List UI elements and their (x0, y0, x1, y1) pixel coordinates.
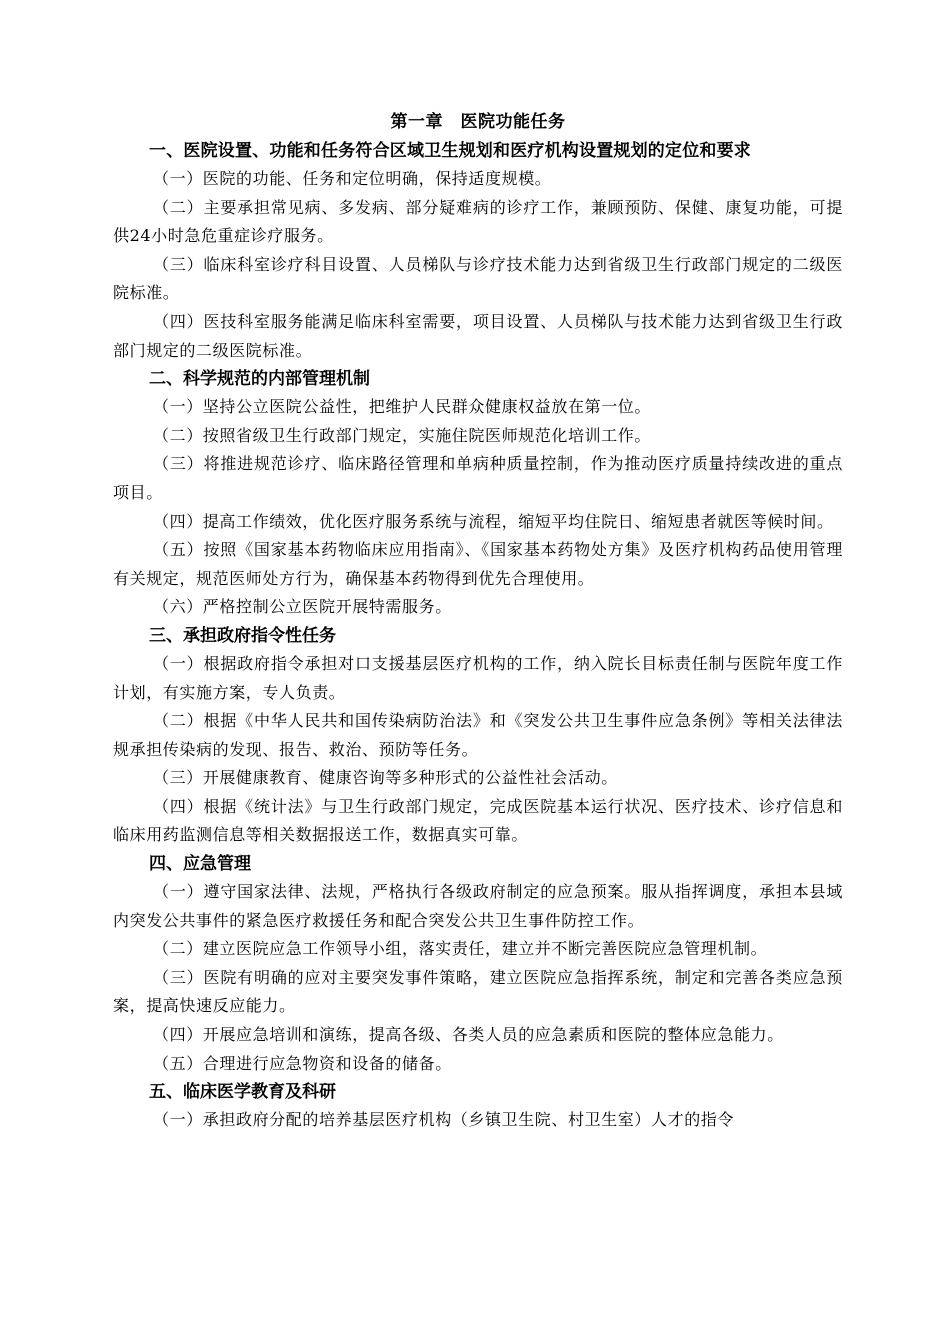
paragraph-3-1: （一）根据政府指令承担对口支援基层医疗机构的工作，纳入院长目标责任制与医院年度工作计划，有实施方案，专人负责。 (113, 653, 843, 702)
paragraph-4-2: （二）建立医院应急工作领导小组，落实责任，建立并不断完善医院应急管理机制。 (153, 939, 768, 959)
document-body (113, 108, 843, 1135)
paragraph-1-3: （三）临床科室诊疗科目设置、人员梯队与诊疗技术能力达到省级卫生行政部门规定的二级医院标准。 (113, 254, 843, 303)
paragraph-4-1: （一）遵守国家法律、法规，严格执行各级政府制定的应急预案。服从指挥调度，承担本县域内突发公共事件的紧急医疗救援任务和配合突发公共卫生事件防控工作。 (113, 882, 843, 930)
paragraph-3-4: （四）根据《统计法》与卫生行政部门规定，完成医院基本运行状况、医疗技术、诊疗信息和临床用药监测信息等相关数据报送工作，数据真实可靠。 (113, 796, 843, 845)
section-title-1: 一、医院设置、功能和任务符合区域卫生规划和医疗机构设置规划的定位和要求 (149, 141, 751, 161)
paragraph-3-2: （二）根据《中华人民共和国传染病防治法》和《突发公共卫生事件应急条例》等相关法律法规承担传染病的发现、报告、救治、预防等任务。 (113, 711, 843, 759)
section-title-3: 三、承担政府指令性任务 (149, 625, 336, 646)
paragraph-3-3: （三）开展健康教育、健康咨询等多种形式的公益性社会活动。 (153, 768, 618, 788)
paragraph-2-6: （六）严格控制公立医院开展特需服务。 (153, 597, 452, 617)
chapter-title: 第一章 医院功能任务 (390, 112, 566, 132)
paragraph-2-5: （五）按照《国家基本药物临床应用指南》、《国家基本药物处方集》及医疗机构药品使用管理有关规定，规范医师处方行为，确保基本药物得到优先合理使用。 (113, 540, 843, 588)
paragraph-1-2: （二）主要承担常见病、多发病、部分疑难病的诊疗工作，兼顾预防、保健、康复功能，可提供24小时急危重症诊疗服务。 (113, 197, 843, 246)
paragraph-1-1: （一）医院的功能、任务和定位明确，保持适度规模。 (153, 169, 552, 188)
paragraph-2-1: （一）坚持公立医院公益性，把维护人民群众健康权益放在第一位。 (153, 397, 652, 417)
paragraph-4-3: （三）医院有明确的应对主要突发事件策略，建立医院应急指挥系统，制定和完善各类应急预案，提高快速反应能力。 (113, 967, 843, 1016)
section-title-5: 五、临床医学教育及科研 (149, 1082, 336, 1103)
paragraph-2-2: （二）按照省级卫生行政部门规定，实施住院医师规范化培训工作。 (153, 425, 652, 445)
section-title-2: 二、科学规范的内部管理机制 (149, 369, 370, 390)
paragraph-2-4: （四）提高工作绩效，优化医疗服务系统与流程，缩短平均住院日、缩短患者就医等候时间。 (153, 511, 834, 531)
paragraph-4-4: （四）开展应急培训和演练，提高各级、各类人员的应急素质和医院的整体应急能力。 (153, 1025, 784, 1045)
paragraph-4-5: （五）合理进行应急物资和设备的储备。 (153, 1053, 452, 1073)
section-title-4: 四、应急管理 (149, 854, 251, 875)
paragraph-2-3: （三）将推进规范诊疗、临床路径管理和单病种质量控制，作为推动医疗质量持续改进的重点项目。 (113, 454, 843, 502)
paragraph-5-1: （一）承担政府分配的培养基层医疗机构（乡镇卫生院、村卫生室）人才的指令 (153, 1110, 735, 1130)
paragraph-1-4: （四）医技科室服务能满足临床科室需要，项目设置、人员梯队与技术能力达到省级卫生行政部门规定的二级医院标准。 (113, 311, 843, 360)
